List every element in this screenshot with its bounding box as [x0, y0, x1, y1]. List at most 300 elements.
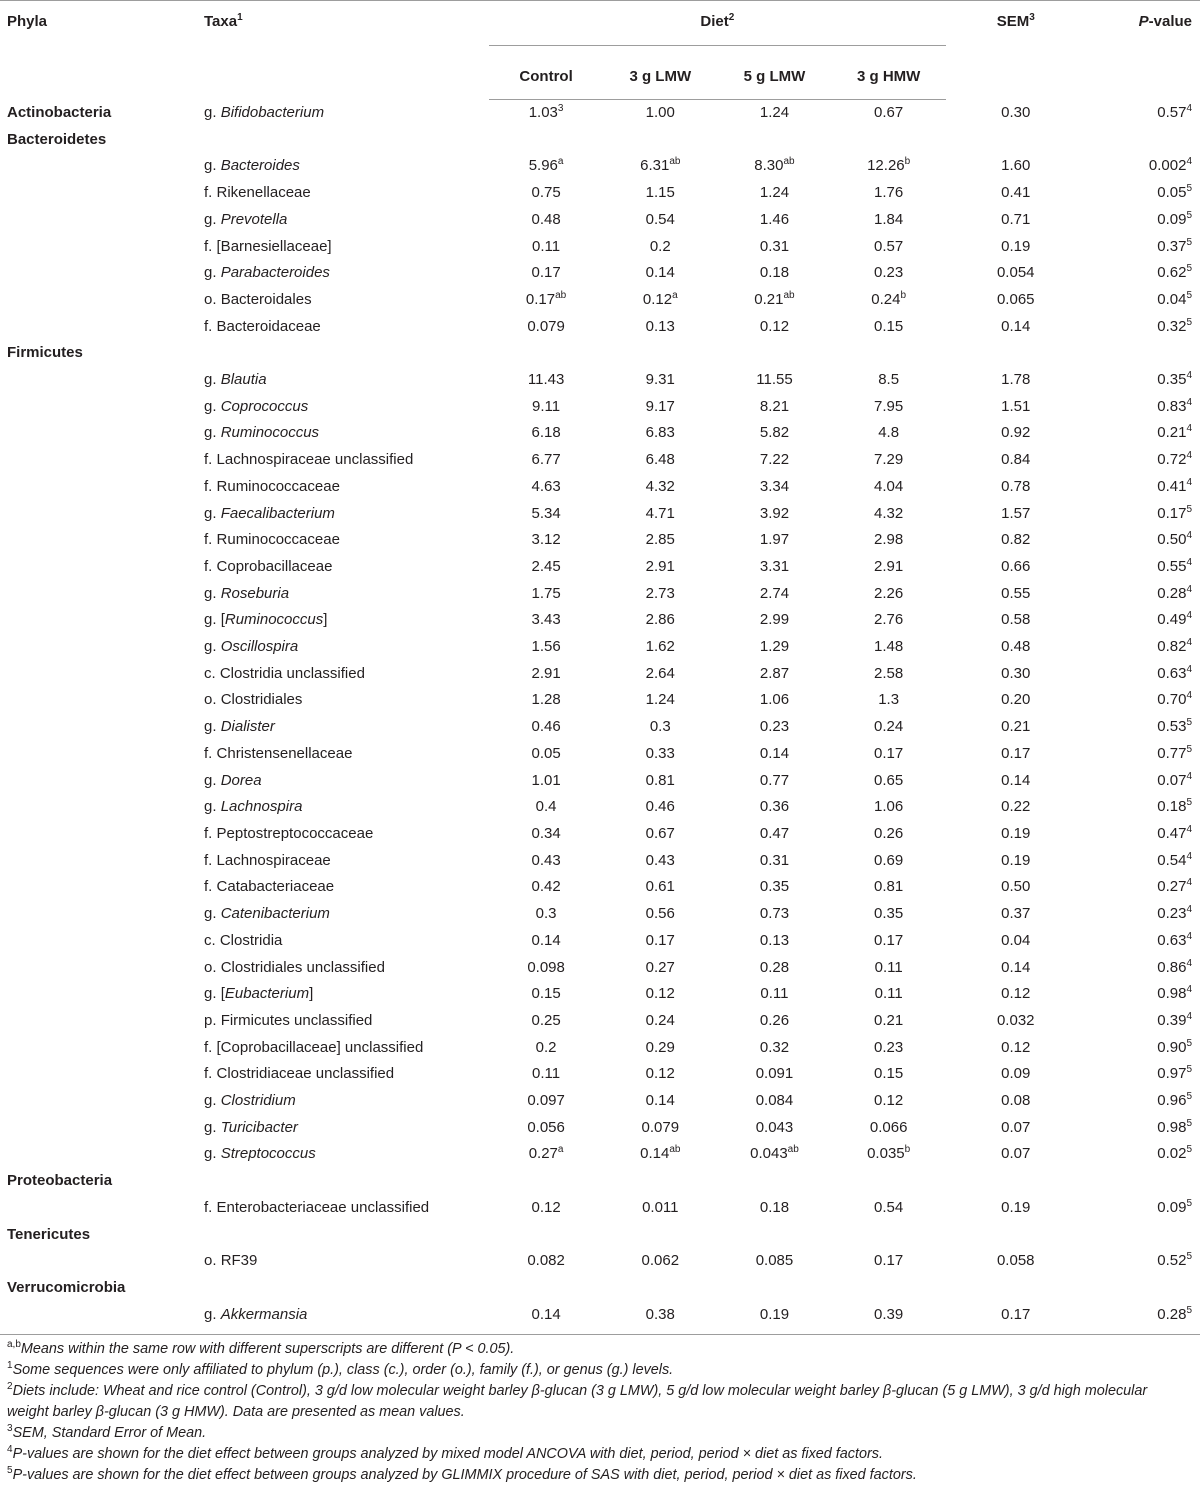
taxa-cell [204, 314, 489, 341]
value-cell: 0.31 [759, 851, 790, 869]
pvalue-cell: 0.18$^5$ [1157, 797, 1192, 816]
value-cell: 0.085 [755, 1252, 794, 1270]
value-cell: 2.85 [645, 531, 675, 549]
sem-cell: 0.07 [1001, 1118, 1031, 1136]
table-row [0, 955, 1200, 982]
taxon-level: g. [204, 210, 217, 228]
phylum-cell [0, 1141, 204, 1168]
taxon-level: f. [204, 744, 213, 762]
table-row [0, 1088, 1200, 1115]
pvalue-cell: 0.96$^5$ [1157, 1091, 1192, 1110]
phylum-cell [0, 234, 204, 261]
taxa-cell [204, 768, 489, 795]
value-cell: 3.31 [759, 557, 790, 575]
taxa-cell [204, 394, 489, 421]
taxa-cell [204, 474, 489, 501]
table-row [0, 394, 1200, 421]
sem-cell: 0.92 [1001, 424, 1031, 442]
phylum-label: Firmicutes [7, 344, 83, 362]
phylum-cell [0, 634, 204, 661]
value-cell: 1.3 [878, 691, 900, 709]
sem-cell: 0.19 [1001, 237, 1031, 255]
sem-cell: 0.21 [1001, 718, 1031, 736]
value-cell: 0.13 [759, 931, 790, 949]
value-cell: 2.74 [759, 584, 790, 602]
taxa-cell [204, 1008, 489, 1035]
value-cell: 7.22 [759, 451, 790, 469]
taxon-name: Clostridia [219, 931, 283, 949]
value-cell: 2.91 [874, 557, 904, 575]
pvalue-cell: 0.54$^4$ [1157, 850, 1192, 869]
value-cell: 0.14 [645, 264, 675, 282]
value-cell: 0.14 [489, 1302, 603, 1335]
taxon-name: Parabacteroides [220, 264, 330, 282]
value-cell: 2.87 [759, 664, 790, 682]
taxon-level: g. [204, 638, 217, 656]
pvalue-cell: 0.41$^4$ [1157, 476, 1192, 495]
sem-cell: 0.30 [1001, 664, 1031, 682]
taxa-cell [204, 1061, 489, 1088]
taxon-name: Christensenellaceae [216, 744, 353, 762]
taxa-cell [204, 207, 489, 234]
taxon-level: f. [204, 1198, 213, 1216]
taxon-level: f. [204, 557, 213, 575]
sem-cell: 1.78 [1001, 371, 1031, 389]
taxon-name: Bacteroidaceae [216, 317, 321, 335]
table-row [0, 1302, 1200, 1335]
taxon-name: Streptococcus [220, 1145, 316, 1163]
phylum-cell [0, 821, 204, 848]
taxon-name: Prevotella [220, 210, 288, 228]
group-header-5g-lmw: 5 g LMW [717, 55, 831, 100]
pvalue-cell: 0.50$^4$ [1157, 530, 1192, 549]
value-cell: 8.30$^{ab}$ [754, 156, 795, 175]
value-cell: 0.75 [531, 184, 561, 202]
phylum-cell [0, 607, 204, 634]
value-cell: 0.26 [759, 1011, 790, 1029]
pvalue-cell: 0.27$^4$ [1157, 877, 1192, 896]
pvalue-cell: 0.52$^5$ [1157, 1251, 1192, 1270]
value-cell: 0.57 [874, 237, 904, 255]
value-cell: 1.97 [759, 531, 790, 549]
sem-cell: 0.032 [996, 1011, 1035, 1029]
taxon-level: f. [204, 1065, 213, 1083]
value-cell: 12.26$^b$ [867, 156, 911, 175]
value-cell: 0.11 [874, 958, 903, 976]
table-row [0, 928, 1200, 955]
pvalue-cell: 0.63$^4$ [1157, 930, 1192, 949]
value-cell: 0.17 [531, 264, 561, 282]
value-cell: 0.2 [649, 237, 671, 255]
phylum-label: Verrucomicrobia [7, 1278, 126, 1296]
value-cell: 0.12 [645, 985, 675, 1003]
value-cell: 6.77 [531, 451, 561, 469]
taxon-level: g. [204, 264, 217, 282]
taxon-name: [Barnesiellaceae] [216, 237, 332, 255]
value-cell: 0.12$^a$ [642, 289, 678, 308]
value-cell: 0.079 [527, 317, 565, 335]
value-cell: 0.11 [532, 237, 561, 255]
value-cell: 0.67 [645, 824, 675, 842]
taxon-level: c. [204, 931, 216, 949]
taxon-level: g. [204, 157, 217, 175]
phylum-cell [0, 928, 204, 955]
table-row [0, 527, 1200, 554]
taxon-name: Dialister [220, 718, 275, 736]
taxon-level: g. [204, 584, 217, 602]
value-cell: 0.066 [869, 1118, 908, 1136]
taxon-name: Ruminococcus [220, 424, 320, 442]
phylum-label: Tenericutes [7, 1225, 91, 1243]
value-cell: 1.01 [531, 771, 561, 789]
pvalue-cell: 0.02$^5$ [1157, 1144, 1192, 1163]
value-cell: 7.29 [874, 451, 904, 469]
phylum-cell [0, 287, 204, 314]
taxon-name: Blautia [220, 371, 267, 389]
value-cell: 0.48 [531, 210, 561, 228]
taxon-name: Catabacteriaceae [216, 878, 335, 896]
taxon-level: o. [204, 290, 217, 308]
taxa-cell [204, 661, 489, 688]
value-cell: 0.46 [531, 718, 561, 736]
pvalue-cell: 0.002$^4$ [1148, 156, 1192, 175]
table-row [0, 474, 1200, 501]
taxa-cell [204, 1248, 489, 1275]
value-cell: 0.011 [642, 1198, 679, 1216]
phylum-cell [0, 714, 204, 741]
taxon-name: Rikenellaceae [216, 184, 311, 202]
value-cell: 0.12 [759, 317, 790, 335]
taxa-cell: g. [Ruminococcus] [204, 611, 328, 629]
value-cell: 0.69 [874, 851, 904, 869]
taxon-name: Ruminococcaceae [216, 477, 340, 495]
value-cell: 1.76 [874, 184, 904, 202]
taxon-name: Bacteroidales [220, 290, 312, 308]
table-row [0, 180, 1200, 207]
taxon-name: Ruminococcus [224, 611, 324, 629]
group-header-control: Control [489, 55, 603, 100]
value-cell: 0.14 [531, 931, 561, 949]
phylum-cell [0, 687, 204, 714]
phylum-cell [0, 661, 204, 688]
sem-cell: 0.19 [1001, 824, 1031, 842]
taxon-name: [Coprobacillaceae] unclassified [216, 1038, 424, 1056]
value-cell: 0.062 [641, 1252, 680, 1270]
table-row [0, 661, 1200, 688]
pvalue-cell: 0.70$^4$ [1157, 690, 1192, 709]
table-row [0, 153, 1200, 180]
phylum-row [0, 1222, 1200, 1249]
sem-cell: 0.17 [946, 1302, 1086, 1335]
taxon-name: Bacteroides [220, 157, 300, 175]
sem-cell: 0.07 [1001, 1145, 1031, 1163]
taxon-level: p. [204, 1011, 217, 1029]
value-cell: 0.24$^b$ [871, 289, 907, 308]
taxa-cell [204, 634, 489, 661]
footnote: $^3$SEM, Standard Error of Mean. [7, 1423, 207, 1442]
value-cell: 0.079 [641, 1118, 680, 1136]
phylum-cell [0, 367, 204, 394]
sem-cell: 0.41 [1001, 184, 1031, 202]
value-cell: 5.96$^a$ [528, 156, 564, 175]
taxon-name: Oscillospira [220, 638, 299, 656]
taxa-cell [204, 420, 489, 447]
value-cell: 0.25 [531, 1011, 561, 1029]
taxa-cell [204, 955, 489, 982]
phylum-cell [0, 1088, 204, 1115]
taxa-cell [204, 554, 489, 581]
sem-cell: 0.19 [1001, 1198, 1031, 1216]
group-header-3g-hmw: 3 g HMW [832, 55, 946, 100]
taxa-cell [204, 794, 489, 821]
taxon-level: g. [204, 985, 217, 1003]
taxa-cell: g. [Eubacterium] [204, 985, 314, 1003]
phylum-cell: Actinobacteria [7, 103, 112, 121]
sem-cell: 0.17 [1001, 744, 1031, 762]
value-cell: 3.43 [531, 611, 561, 629]
value-cell: 4.32 [874, 504, 904, 522]
phylum-cell [0, 874, 204, 901]
taxon-name: Lachnospira [220, 798, 303, 816]
phylum-cell [0, 554, 204, 581]
value-cell: 0.23 [759, 718, 790, 736]
value-cell: 0.18 [759, 1198, 790, 1216]
value-cell: 0.14 [645, 1092, 675, 1110]
value-cell: 1.24 [759, 104, 790, 121]
value-cell: 4.71 [645, 504, 675, 522]
taxon-level: o. [204, 958, 217, 976]
value-cell: 0.17 [874, 744, 904, 762]
pvalue-cell: 0.72$^4$ [1157, 450, 1192, 469]
sem-cell: 0.19 [1001, 851, 1031, 869]
value-cell: 0.098 [527, 958, 565, 976]
table-row [0, 207, 1200, 234]
value-cell: 0.73 [759, 905, 790, 923]
value-cell: 9.31 [645, 371, 675, 389]
header-row-1 [0, 1, 1200, 56]
value-cell: 0.2 [535, 1038, 557, 1056]
taxon-name: Faecalibacterium [220, 504, 335, 522]
pvalue-cell: 0.83$^4$ [1157, 396, 1192, 415]
taxon-name: Clostridiales unclassified [220, 958, 385, 976]
taxon-level: g. [204, 1305, 217, 1323]
value-cell: 0.18 [759, 264, 790, 282]
value-cell: 5.34 [531, 504, 561, 522]
sem-cell: 0.50 [1001, 878, 1031, 896]
pvalue-header: P-value [1086, 1, 1200, 100]
sem-cell: 0.78 [1001, 477, 1031, 495]
taxa-cell [204, 100, 489, 127]
taxon-level: g. [204, 1092, 217, 1110]
taxon-level: f. [204, 317, 213, 335]
value-cell: 0.035$^b$ [867, 1144, 911, 1163]
sem-cell: 0.22 [1001, 798, 1031, 816]
value-cell: 0.29 [645, 1038, 675, 1056]
taxon-level: f. [204, 851, 213, 869]
value-cell: 0.81 [645, 771, 675, 789]
phylum-cell [0, 1115, 204, 1142]
taxon-name: Lachnospiraceae unclassified [216, 451, 414, 469]
value-cell: 2.73 [645, 584, 675, 602]
pvalue-cell: 0.07$^4$ [1157, 770, 1192, 789]
table-row [0, 848, 1200, 875]
value-cell: 0.14$^{ab}$ [640, 1144, 681, 1163]
pvalue-cell: 0.17$^5$ [1157, 503, 1192, 522]
taxa-cell [204, 1302, 489, 1335]
taxon-name: Eubacterium [224, 985, 310, 1003]
taxon-name: Firmicutes unclassified [220, 1011, 373, 1029]
sem-header: SEM$^3$ [946, 1, 1086, 100]
value-cell: 0.31 [759, 237, 790, 255]
value-cell: 6.48 [645, 451, 675, 469]
table-row [0, 447, 1200, 474]
value-cell: 11.55 [756, 371, 793, 389]
sem-cell: 0.08 [1001, 1092, 1031, 1110]
value-cell: 0.043$^{ab}$ [750, 1144, 799, 1163]
sem-cell: 0.054 [996, 264, 1035, 282]
taxon-name: Peptostreptococcaceae [216, 824, 374, 842]
taxon-name: Dorea [220, 771, 262, 789]
phylum-label: Proteobacteria [7, 1172, 113, 1190]
taxon-level: f. [204, 531, 213, 549]
value-cell: 8.21 [759, 397, 790, 415]
taxon-name: Clostridiaceae unclassified [216, 1065, 395, 1083]
taxon-name: Catenibacterium [220, 905, 330, 923]
taxon-level: g. [204, 905, 217, 923]
value-cell: 9.17 [645, 397, 675, 415]
phylum-cell [0, 314, 204, 341]
sem-cell: 0.065 [996, 290, 1035, 308]
taxa-cell [204, 1195, 489, 1222]
pvalue-cell: 0.90$^5$ [1157, 1037, 1192, 1056]
pvalue-cell: 0.04$^5$ [1157, 289, 1192, 308]
value-cell: 0.17 [874, 1252, 904, 1270]
table-row [0, 874, 1200, 901]
pvalue-cell: 0.09$^5$ [1157, 209, 1192, 228]
taxon-name: Turicibacter [220, 1118, 298, 1136]
phylum-cell [0, 1061, 204, 1088]
table-row [0, 1035, 1200, 1062]
value-cell: 1.06 [759, 691, 790, 709]
taxon-level: f. [204, 1038, 213, 1056]
phylum-cell [0, 260, 204, 287]
table-row [0, 100, 1200, 127]
value-cell: 0.27$^a$ [528, 1144, 564, 1163]
value-cell: 0.65 [874, 771, 904, 789]
taxa-cell [204, 180, 489, 207]
phylum-cell [0, 153, 204, 180]
value-cell: 0.11 [760, 985, 789, 1003]
value-cell: 0.67 [874, 104, 904, 121]
taxon-name: Lachnospiraceae [216, 851, 331, 869]
value-cell: 0.27 [645, 958, 675, 976]
value-cell: 0.35 [874, 905, 904, 923]
taxa-cell [204, 234, 489, 261]
value-cell: 0.77 [759, 771, 790, 789]
taxa-cell [204, 1141, 489, 1168]
footnote: $^1$Some sequences were only affiliated to phylum (p.), class (c.), order (o.), family (f.), or genus (g.) levels. [7, 1360, 674, 1379]
table-row [0, 1115, 1200, 1142]
table-row [0, 1141, 1200, 1168]
taxa-cell [204, 821, 489, 848]
table-row [0, 314, 1200, 341]
taxa-cell [204, 501, 489, 528]
value-cell: 1.84 [874, 210, 904, 228]
value-cell: 8.5 [878, 371, 900, 389]
pvalue-cell: 0.39$^4$ [1157, 1010, 1192, 1029]
value-cell: 2.99 [759, 611, 790, 629]
table-row [0, 634, 1200, 661]
sem-cell: 0.09 [1001, 1065, 1031, 1083]
taxa-cell [204, 581, 489, 608]
phylum-cell [0, 955, 204, 982]
value-cell: 1.46 [759, 210, 790, 228]
phylum-cell [0, 1008, 204, 1035]
value-cell: 2.76 [874, 611, 904, 629]
phylum-cell [0, 420, 204, 447]
value-cell: 0.32 [759, 1038, 790, 1056]
taxa-cell [204, 367, 489, 394]
taxon-name: Clostridium [220, 1092, 296, 1110]
taxon-level: g. [204, 397, 217, 415]
value-cell: 6.18 [531, 424, 561, 442]
pvalue-cell: 0.97$^5$ [1157, 1064, 1192, 1083]
value-cell: 0.15 [531, 985, 561, 1003]
value-cell: 0.24 [645, 1011, 675, 1029]
taxa-cell [204, 1035, 489, 1062]
pvalue-cell: 0.77$^5$ [1157, 743, 1192, 762]
taxon-name: Enterobacteriaceae unclassified [216, 1198, 430, 1216]
sem-cell: 1.51 [1001, 397, 1031, 415]
taxa-cell [204, 687, 489, 714]
table-row [0, 234, 1200, 261]
pvalue-cell: 0.35$^4$ [1157, 370, 1192, 389]
pvalue-cell: 0.05$^5$ [1157, 183, 1192, 202]
value-cell: 1.06 [874, 798, 904, 816]
taxon-level: f. [204, 451, 213, 469]
taxon-level: f. [204, 184, 213, 202]
value-cell: 1.62 [645, 638, 675, 656]
phylum-cell [0, 1248, 204, 1275]
table-row [0, 981, 1200, 1008]
phylum-cell [0, 180, 204, 207]
taxon-name: RF39 [220, 1252, 258, 1270]
value-cell: 0.61 [645, 878, 675, 896]
pvalue-cell: 0.21$^4$ [1157, 423, 1192, 442]
pvalue-cell: 0.09$^5$ [1157, 1197, 1192, 1216]
pvalue-cell: 0.98$^5$ [1157, 1117, 1192, 1136]
footnote: $^{a,b}$Means within the same row with different superscripts are different (P < 0.05). [7, 1339, 515, 1358]
value-cell: 0.43 [531, 851, 561, 869]
value-cell: 1.75 [531, 584, 561, 602]
value-cell: 0.17$^{ab}$ [525, 289, 567, 308]
phylum-cell [0, 794, 204, 821]
value-cell: 9.11 [532, 397, 561, 415]
value-cell: 0.11 [874, 985, 903, 1003]
footnotes [0, 1335, 1200, 1486]
taxa-cell [204, 260, 489, 287]
phylum-cell [0, 981, 204, 1008]
table-row [0, 1195, 1200, 1222]
value-cell: 4.32 [645, 477, 675, 495]
footnote: $^4$P-values are shown for the diet effect between groups analyzed by mixed model ANCOVA with diet, period, period × diet as fixed factors. [7, 1444, 883, 1463]
taxon-level: g. [204, 504, 217, 522]
value-cell: 0.42 [531, 878, 561, 896]
taxa-cell [204, 874, 489, 901]
value-cell: 0.3 [535, 905, 557, 923]
sem-cell: 0.12 [1001, 1038, 1031, 1056]
value-cell: 2.26 [874, 584, 904, 602]
